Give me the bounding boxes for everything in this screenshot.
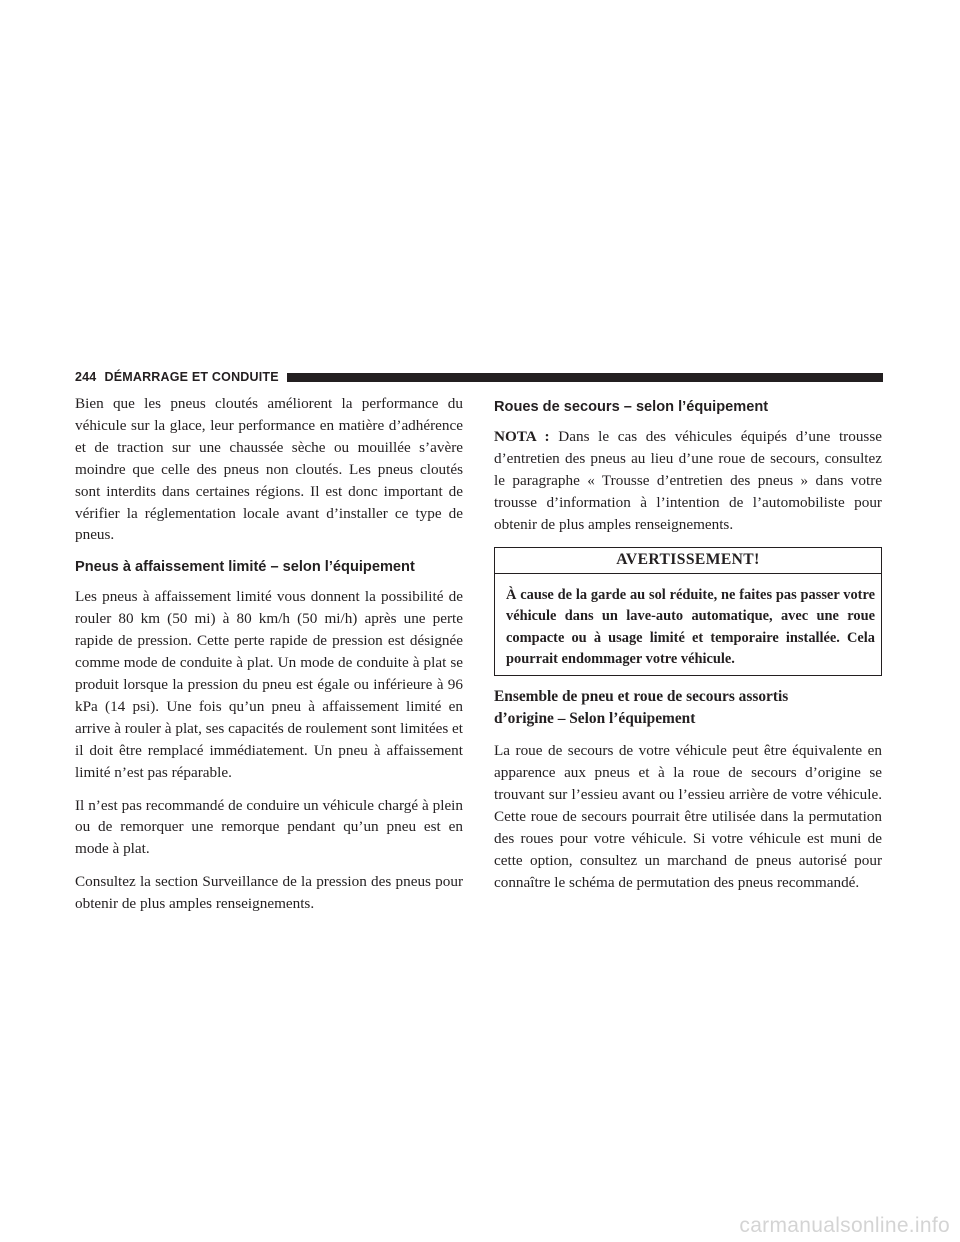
right-column: [494, 393, 882, 904]
runflat-paragraph-2: Il n’est pas recommandé de conduire un véhicule chargé à plein ou de remorquer une remorque pendant qu’un pneu est en mode à plat.: [75, 796, 463, 858]
matching-heading-line1: Ensemble de pneu et roue de secours assortis: [494, 687, 789, 705]
page-number: 244: [75, 370, 97, 384]
runflat-paragraph-3: Consultez la section Surveillance de la pression des pneus pour obtenir de plus amples renseignements.: [75, 873, 463, 913]
runflat-heading: Pneus à affaissement limité – selon l’équipement: [75, 559, 415, 576]
warning-box: [494, 547, 882, 676]
matching-spare-heading: [494, 686, 882, 729]
runflat-paragraph-1: Les pneus à affaissement limité vous donnent la possibilité de rouler 80 km (50 mi) à 80 km/h (50 mi/h) après une perte rapide de pression. Cette perte rapide de pression est désignée comme mode de conduite à plat. Un mode de conduite à plat se produit lorsque la pression du pneu est égale ou inférieure à 96 kPa (14 psi). Une fois qu’un pneu à affaissement limité en arrive à rouler à plat, ses capacités de roulement sont limitées et il doit être remplacé immédiatement. Un pneu à affaissement limité n’est pas réparable.: [75, 588, 463, 781]
matching-spare-paragraph: La roue de secours de votre véhicule peut être équivalente en apparence aux pneus et à la roue de secours d’origine se trouvant sur l’essieu avant ou l’essieu arrière de votre véhicule. Cette roue de secours pourrait être utilisée dans la permutation des roues pour votre véhicule. Si votre véhicule est muni de cette option, consultez un marchand de pneus autorisé pour connaître le schéma de permutation des pneus recommandé.: [494, 742, 882, 891]
watermark: carmanualsonline.info: [739, 1214, 950, 1237]
nota-paragraph: [494, 426, 882, 536]
warning-text: À cause de la garde au sol réduite, ne faites pas passer votre véhicule dans un lave-auto automatique, avec une roue compacte ou à usage limité et temporaire installée. Cela pourrait endommager votre véhicule.: [506, 586, 875, 668]
header-rule: [287, 373, 883, 382]
intro-paragraph: Bien que les pneus cloutés améliorent la performance du véhicule sur la glace, leur performance en matière d’adhérence et de traction sur une chaussée sèche ou mouillée s’avère moindre que celle des pneus non cloutés. Les pneus cloutés sont interdits dans certaines régions. Il est donc important de vérifier la réglementation locale avant d’installer ce type de pneus.: [75, 395, 463, 544]
warning-title: AVERTISSEMENT!: [495, 548, 881, 574]
nota-text: Dans le cas des véhicules équipés d’une trousse d’entretien des pneus au lieu d’une roue de secours, consultez le paragraphe « Trousse d’entretien des pneus » dans votre trousse d’information à l’intention de l’automobiliste pour obtenir de plus amples renseignements.: [494, 428, 882, 533]
matching-heading-line2: d’origine – Selon l’équipement: [494, 709, 696, 727]
nota-label: NOTA :: [494, 428, 550, 445]
page-header: [75, 368, 883, 386]
section-title: DÉMARRAGE ET CONDUITE: [104, 370, 279, 384]
spare-heading: Roues de secours – selon l’équipement: [494, 399, 769, 415]
left-column: [75, 393, 463, 926]
